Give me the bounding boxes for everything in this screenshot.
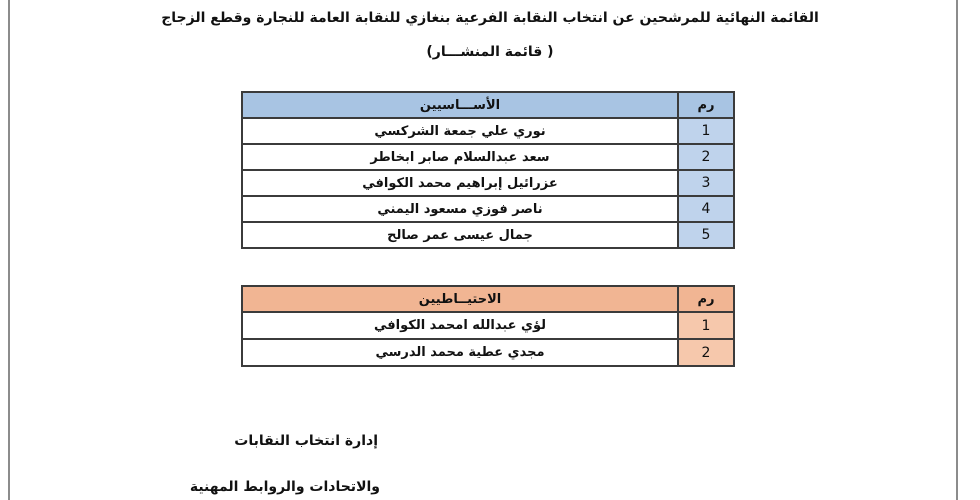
page-border-left bbox=[8, 0, 10, 500]
row-number: 3 bbox=[678, 170, 734, 196]
reserve-candidates-table bbox=[241, 285, 735, 367]
row-number: 5 bbox=[678, 222, 734, 248]
table-row bbox=[242, 118, 734, 144]
row-number: 1 bbox=[678, 118, 734, 144]
table-row bbox=[242, 170, 734, 196]
candidate-name: مجدي عطية محمد الدرسي bbox=[242, 339, 678, 366]
candidate-name: لؤي عبدالله امحمد الكوافي bbox=[242, 312, 678, 339]
table-row bbox=[242, 144, 734, 170]
names-column-header: الاحتيــاطيين bbox=[242, 286, 678, 312]
row-number: 4 bbox=[678, 196, 734, 222]
document-subtitle: ( قائمة المنشـــار) bbox=[426, 44, 554, 60]
candidate-name: جمال عيسى عمر صالح bbox=[242, 222, 678, 248]
row-number: 2 bbox=[678, 144, 734, 170]
candidate-name: نوري علي جمعة الشركسي bbox=[242, 118, 678, 144]
table-row bbox=[242, 339, 734, 366]
table-row bbox=[242, 196, 734, 222]
page-border-right bbox=[956, 0, 958, 500]
row-number: 1 bbox=[678, 312, 734, 339]
document-title: القائمة النهائية للمرشحين عن انتخاب النقابة الفرعية بنغازي للنقابة العامة للنجارة وقطع الزجاج bbox=[161, 10, 819, 26]
names-column-header: الأســـاسيين bbox=[242, 92, 678, 118]
row-number: 2 bbox=[678, 339, 734, 366]
table-row bbox=[242, 312, 734, 339]
table-header-row bbox=[242, 92, 734, 118]
table-header-row bbox=[242, 286, 734, 312]
table-row bbox=[242, 222, 734, 248]
candidate-name: سعد عبدالسلام صابر ابخاطر bbox=[242, 144, 678, 170]
num-column-header: رم bbox=[678, 286, 734, 312]
num-column-header: رم bbox=[678, 92, 734, 118]
footer-line-1: إدارة انتخاب النقابات bbox=[234, 433, 378, 449]
candidate-name: ناصر فوزي مسعود اليمني bbox=[242, 196, 678, 222]
main-candidates-table bbox=[241, 91, 735, 249]
footer-line-2: والاتحادات والروابط المهنية bbox=[189, 479, 380, 495]
candidate-name: عزرائيل إبراهيم محمد الكوافي bbox=[242, 170, 678, 196]
